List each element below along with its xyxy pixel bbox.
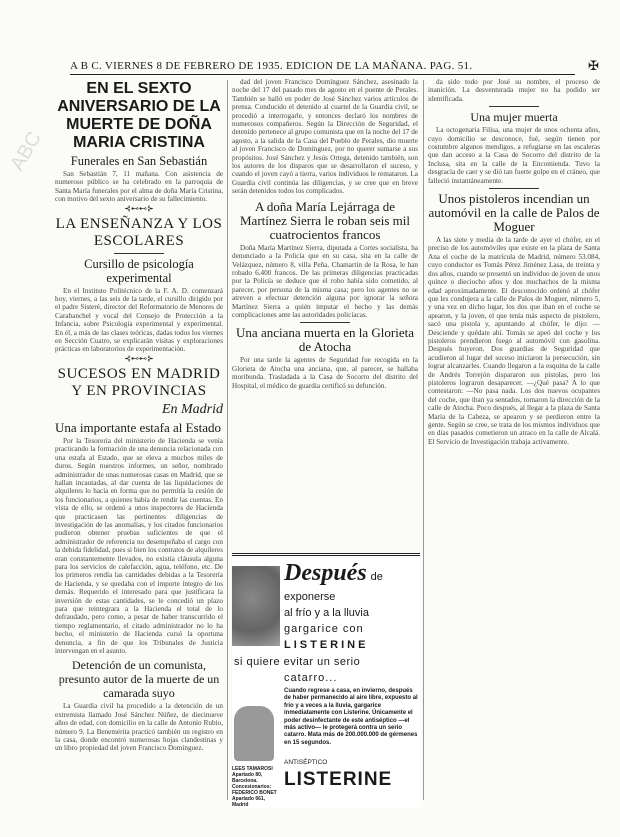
headline-estafa: Una importante estafa al Estado	[55, 419, 222, 435]
headline-ensenanza: LA ENSEÑANZA Y LOS ESCOLARES	[55, 215, 223, 249]
listerine-advertisement	[232, 553, 420, 808]
ad-line: exponerse	[284, 591, 336, 603]
subhead-cursillo: Cursillo de psicología experimental	[84, 256, 194, 285]
article-body: Por una tarde la agentes de Seguridad fue recogida en la Glorieta de Atocha una anciana, que, al parecer, se hallaba moribunda. Trasladada a la Casa de Socorro del distrito del Hospital, el médico de guardia certificó su defunción.	[232, 356, 418, 390]
article-body: En el Instituto Politécnico de la F. A. D. comenzará hoy, viernes, a las seis de la tarde, el cursillo dirigido por el padre Sisteré, director del Reformatorio de Menores de Carabanchel y vocal del Consejo de Protección a la Infancia, sobre Psicología experimental y experimental. En él, a más de las clases teóricas, dadas todos los viernes en Sección Cuatro, se explicarán visitas y exploraciones prácticas en laboratorios de experimentación.	[55, 286, 223, 354]
column-divider	[227, 80, 228, 800]
column-divider	[423, 80, 424, 800]
article-body: La Guardia civil ha procedido a la detención de un extremista llamado José Sánchez Núñez, de diecinueve años de edad, con domicilio en la calle de Antonio Rubio, número 9. La Benemérita practicó también un registro en la casa, donde encontró numerosas hojas clandestinas y un libro propiedad del joven Francisco Domínguez.	[55, 702, 223, 753]
ornament: ⊰⊷⊷⊱	[124, 203, 154, 213]
ad-line: al frío y a la lluvia	[284, 607, 369, 619]
article-body: San Sebastián 7, 11 mañana. Con asistencia de numeroso público se ha celebrado en la parroquia de Santa María funerales por el alma de doña María Cristina, con motivo del sexto aniversario de su fallecimiento.	[55, 170, 223, 204]
illustration-image	[232, 566, 280, 646]
ad-line: de	[370, 571, 383, 583]
column-3	[428, 78, 600, 446]
headline-mujer-muerta: Una mujer muerta	[470, 110, 558, 125]
ad-headline: Después	[284, 560, 367, 586]
ad-line: catarro...	[284, 672, 338, 684]
headline-pistoleros: Unos pistoleros incendian un automóvil en la calle de Palos de Moguer	[428, 191, 600, 235]
article-body: dad del joven Francisco Domínguez Sánchez, asesinado la noche del 17 del pasado mes de agosto en el puente de Perales. También se halló en poder de José Sánchez varios artículos de prensa. Conducido el detenido al cuartel de la Guardia civil, se procedió a interrogarle, y entonces declaró los nombres de numerosos compañeros. Según la Dirección de Seguridad, el detenido pertenece al grupo comunista que en la noche del 17 de agosto, a la salida de la Casa del Pueblo de Perales, dio muerte al joven Francisco de Domínguez, por no querer sumarse a sus propósitos. José Sánchez y Jesús Ortega, detenido también, son los autores de los disparos que se desarrollaron el suceso, y cuando el joven cayó a tierra, varios individuos le remataron. La Guardia civil continúa las diligencias, y se cree que en breve serán detenidos todos los complicados.	[232, 78, 418, 196]
ad-copy: Cuando regrese a casa, en invierno, después de haber permanecido al aire libre, expuesto al frío y a veces a la lluvia, gargarice inmediatamente con Listerine. Únicamente el poder desinfectante de este antiséptico —el más activo— le protegerá contra un serio catarro. Mata más de 200.000.000 de gérmenes en 15 segundos.	[284, 688, 418, 746]
ad-distributor: LEES TAMAROSI Apartado 80, Barcelona. Concesionarios: FEDERICO BONET Apartado 661, Madrid	[232, 766, 277, 808]
article-body: Doña María Martínez Sierra, diputada a Cortes socialista, ha denunciado a la Policía que en su casa, sita en la calle de Velázquez, número 8, villa Peña, Chamartín de la Rosa, le han robado 6.400 francos. De las primeras diligencias practicadas por la Policía se deduce que el robo había sido cometido, al parecer, por persona de la misma casa; pero los agentes no se atreven a efectuar detención alguna por ignorar la señora Martínez Sierra a quién imputar el hecho y las demás complicaciones ante las autoridades policíacas.	[232, 243, 418, 319]
divider	[300, 322, 350, 323]
column-1	[55, 78, 223, 753]
divider	[114, 253, 164, 254]
article-body: A las siete y media de la tarde de ayer el chófer, en el preciso de los automóviles que existe en la plaza de Santa Ana el coche de la matrícula de Madrid, número 53.084, cuyo conductor es Tomás Pérez Jiménez Lasa, de treinta y dos años, cuando se presentó un individuo de joven de unos quince o dieciocho años y dos muchachos de la misma edad aproximadamente. El desconocido ordenó al chófer que les condujera a la calle de Palos de Moguer, número 5, y una vez en dicho lugar, los dos que iban en el coche se apearon, y la joven, el que tenía más aspecto de pistolero, sacó una pistola y, apuntando al chófer, le dijo: —Desciende y quédate ahí. Tomás se apeó del coche y los pistoleros prendieron fuego al automóvil con gasolina. Después huyeron. Dos guardias de Seguridad que acudieron al lugar del suceso iniciaron la persecución, sin lograr alcanzarles. Cuando llegaron a la esquina de la calle de Andrés Torrejón dispararon sus pistolas, pero los pistoleros lograron desaparecer. —¿Qué pasa? A lo que contestaron: —No pasa nada. Los dos nuevos ocupantes del coche, que iban ya sentados, tomaron la dirección de la calle de Atocha. Poco después, al llegar a la plaza de Santa María de la Cabeza, se apearon y se perdieron entre la gente. Según se cree, se trata de los mismos individuos que en días pasados cometieron un atraco en la calle de Alcalá. El Servicio de Investigación trabaja activamente.	[428, 236, 600, 446]
ad-line: si quiere evitar un serio	[234, 656, 361, 668]
article-body: Por la Tesorería del ministerio de Hacienda se venía practicando la formación de una denuncia relacionada con una estafa al Estado, que se eleva a muchos miles de duros. Según nuestros informes, un señor, nombrado administrador de unas numerosas casas en Madrid, que se hallan incautadas, al dar cuenta de las liquidaciones de alquileres lo hacía en forma que no permitía la cesión de los funcionarios, a quienes había de rendir las cuentas. En vista de ello, se ordenó a unos inspectores de Hacienda que practicasen las pertinentes diligencias de investigación de las anomalías, y los citados funcionarios pudieron obtener pruebas suficientes de que el administrador de referencia no desempeñaba el cargo con la debida fidelidad, pues si bien los contratos de alquileres eran constantemente llevados, no existía cláusula alguna para los servicios de calefacción, agua, teléfono, etc. De los primeros rendía las cantidades debidas a la Tesorería de Hacienda, y se quedaba con el importe íntegro de los demás. Requerido el interesado para que justificara la inversión de estas cantidades, se le concedió un plazo para que reintegrara a la Hacienda el total de lo defraudado, pero como, a pesar de haber transcurrido el tiempo reglamentario, el citado administrador no lo ha hecho, el ministerio de Hacienda cursó la oportuna denuncia, a fin de que los Tribunales de Justicia intervengan en el asunto.	[55, 436, 223, 656]
headline-anciana: Una anciana muerta en la Glorieta de Atocha	[236, 325, 414, 355]
ornament: ⊰⊷⊷⊱	[124, 353, 154, 363]
headline-sucesos: SUCESOS EN MADRID Y EN PROVINCIAS	[57, 365, 221, 399]
ad-antiseptic-label: ANTISÉPTICO	[284, 759, 328, 766]
subhead-en-madrid: En Madrid	[161, 401, 223, 417]
headline-detencion: Detención de un comunista, presunto autor de la muerte de un camarada suyo	[58, 658, 220, 701]
watermark: ABC	[6, 127, 46, 175]
ad-line: gargarice con	[284, 623, 364, 635]
article-body: da sido todo por José su nombre, el proceso de inanición. La desventurada mujer no ha podido ser identificada.	[428, 78, 600, 103]
ad-brand: LISTERINE	[284, 769, 393, 790]
ad-brand-line: LISTERINE	[284, 639, 369, 651]
subhead-funerales: Funerales en San Sebastián	[70, 154, 208, 168]
headline-maria-cristina: EN EL SEXTO ANIVERSARIO DE LA MUERTE DE DOÑA MARIA CRISTINA	[57, 80, 221, 151]
article-body: La octogenaria Filisa, una mujer de unos ochenta años, cuyo domicilio se desconoce, fué, según tienen por costumbre algunos mendigos, a refugiarse en las escaleras que dan acceso a la Casa de Socorro del distrito de la Inclusa, sita en la calle de la Encomienda. Tuvo la desgracia de caer y se dió tan fuerte golpe en el cráneo, que falleció instantáneamente.	[428, 126, 600, 185]
divider	[489, 188, 539, 189]
masthead: A B C. VIERNES 8 DE FEBRERO DE 1935. EDICION DE LA MAÑANA. PAG. 51.	[70, 60, 575, 75]
bottle-image	[234, 706, 274, 761]
column-2	[232, 78, 418, 390]
headline-lejarraga: A doña María Lejárraga de Martínez Sierra le roban seis mil cuatrocientos francos	[239, 198, 411, 242]
stamp-icon: ✠	[588, 58, 599, 73]
divider	[489, 106, 539, 107]
